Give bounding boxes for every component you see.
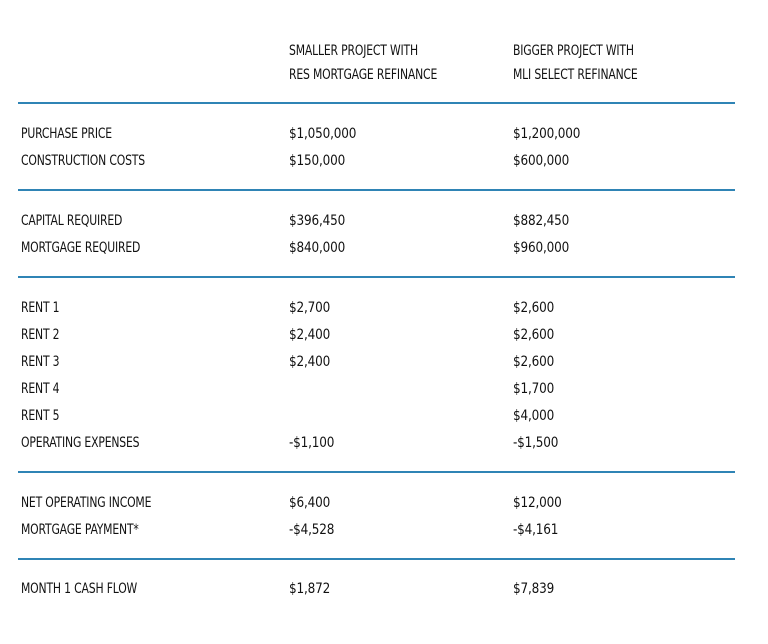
smaller-project-value: -$1,100 xyxy=(289,435,335,451)
row-label: MONTH 1 CASH FLOW xyxy=(21,581,138,597)
table-row-month-1-cash-flow xyxy=(0,576,768,602)
row-label: RENT 3 xyxy=(21,354,60,370)
row-label: MORTGAGE PAYMENT* xyxy=(21,522,139,538)
table-row-capital-required xyxy=(0,208,768,234)
bigger-project-value: -$1,500 xyxy=(513,435,559,451)
bigger-project-value: $2,600 xyxy=(513,354,555,370)
smaller-project-value: $1,872 xyxy=(289,581,331,597)
column-header-line: SMALLER PROJECT WITH xyxy=(289,43,418,59)
section-divider xyxy=(18,189,735,191)
row-label: MORTGAGE REQUIRED xyxy=(21,240,141,256)
column-header-line: RES MORTGAGE REFINANCE xyxy=(289,67,438,83)
table-row-construction-costs xyxy=(0,148,768,174)
table-row-rent-5 xyxy=(0,403,768,429)
row-label: CAPITAL REQUIRED xyxy=(21,213,123,229)
bigger-project-value: $2,600 xyxy=(513,300,555,316)
smaller-project-value: $150,000 xyxy=(289,153,346,169)
section-divider xyxy=(18,558,735,560)
row-label: OPERATING EXPENSES xyxy=(21,435,140,451)
column-header-line: BIGGER PROJECT WITH xyxy=(513,43,634,59)
row-label: CONSTRUCTION COSTS xyxy=(21,153,145,169)
bigger-project-value: $1,200,000 xyxy=(513,126,581,142)
table-row-operating-expenses xyxy=(0,430,768,456)
table-row-mortgage-required xyxy=(0,235,768,261)
table-row-rent-2 xyxy=(0,322,768,348)
smaller-project-value: $1,050,000 xyxy=(289,126,357,142)
smaller-project-value: $840,000 xyxy=(289,240,346,256)
bigger-project-value: $2,600 xyxy=(513,327,555,343)
row-label: NET OPERATING INCOME xyxy=(21,495,152,511)
table-row-purchase-price xyxy=(0,121,768,147)
section-divider xyxy=(18,276,735,278)
bigger-project-value: $882,450 xyxy=(513,213,570,229)
row-label: RENT 2 xyxy=(21,327,60,343)
bigger-project-value: $1,700 xyxy=(513,381,555,397)
section-divider xyxy=(18,471,735,473)
bigger-project-value: $12,000 xyxy=(513,495,562,511)
bigger-project-value: $7,839 xyxy=(513,581,555,597)
row-label: PURCHASE PRICE xyxy=(21,126,112,142)
table-row-rent-1 xyxy=(0,295,768,321)
column-header-line: MLI SELECT REFINANCE xyxy=(513,67,638,83)
column-header-bigger-project xyxy=(513,39,638,87)
table-row-rent-3 xyxy=(0,349,768,375)
smaller-project-value: -$4,528 xyxy=(289,522,335,538)
row-label: RENT 4 xyxy=(21,381,60,397)
row-label: RENT 1 xyxy=(21,300,60,316)
smaller-project-value: $2,400 xyxy=(289,327,331,343)
row-label: RENT 5 xyxy=(21,408,60,424)
table-row-mortgage-payment xyxy=(0,517,768,543)
bigger-project-value: $960,000 xyxy=(513,240,570,256)
bigger-project-value: $600,000 xyxy=(513,153,570,169)
column-header-smaller-project xyxy=(289,39,437,87)
smaller-project-value: $2,700 xyxy=(289,300,331,316)
smaller-project-value: $396,450 xyxy=(289,213,346,229)
section-divider xyxy=(18,102,735,104)
table-row-rent-4 xyxy=(0,376,768,402)
smaller-project-value: $6,400 xyxy=(289,495,331,511)
bigger-project-value: -$4,161 xyxy=(513,522,559,538)
table-row-net-operating-income xyxy=(0,490,768,516)
bigger-project-value: $4,000 xyxy=(513,408,555,424)
smaller-project-value: $2,400 xyxy=(289,354,331,370)
